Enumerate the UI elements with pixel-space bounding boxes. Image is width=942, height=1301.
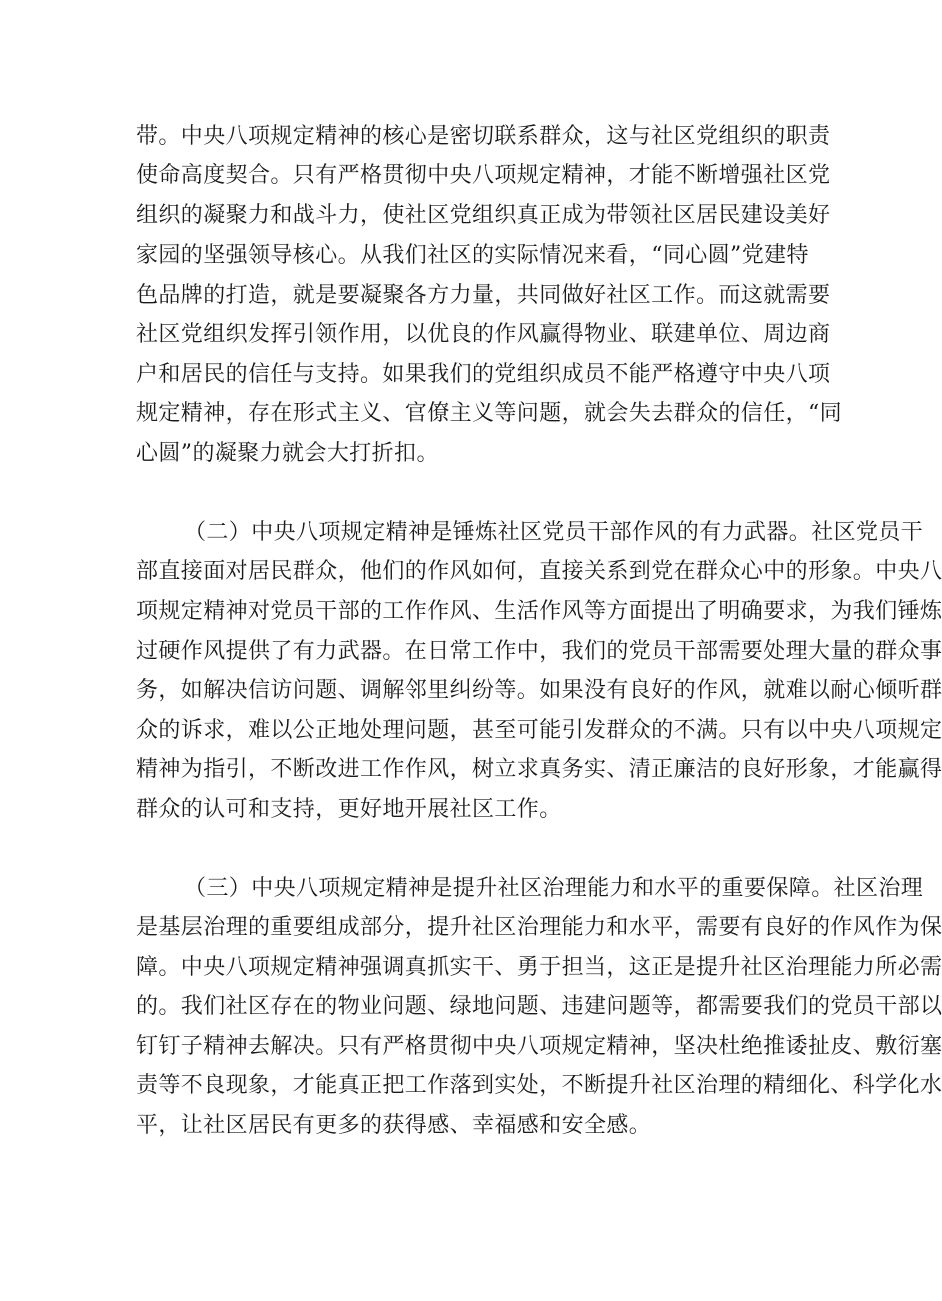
paragraph-1-line-4: 家园的坚强领导核心。从我们社区的实际情况来看，“同心圆”党建特 xyxy=(136,243,809,268)
paragraph-3-line-4: 的。我们社区存在的物业问题、绿地问题、违建问题等，都需要我们的党员干部以 xyxy=(136,994,942,1019)
paragraph-3-line-7: 平，让社区居民有更多的获得感、幸福感和安全感。 xyxy=(136,1113,652,1138)
paragraph-2-line-1: （二）中央八项规定精神是锤炼社区党员干部作风的有力武器。社区党员干 xyxy=(184,520,924,545)
paragraph-1-line-9: 心圆”的凝聚力就会大打折扣。 xyxy=(136,441,439,466)
paragraph-2-line-3: 项规定精神对党员干部的工作作风、生活作风等方面提出了明确要求，为我们锤炼 xyxy=(136,599,942,624)
paragraph-1-line-7: 户和居民的信任与支持。如果我们的党组织成员不能严格遵守中央八项 xyxy=(136,362,831,387)
paragraph-2-line-8: 群众的认可和支持，更好地开展社区工作。 xyxy=(136,797,562,822)
paragraph-3-line-2: 是基层治理的重要组成部分，提升社区治理能力和水平，需要有良好的作风作为保 xyxy=(136,915,942,940)
paragraph-1-line-8: 规定精神，存在形式主义、官僚主义等问题，就会失去群众的信任，“同 xyxy=(136,401,843,426)
paragraph-1-line-2: 使命高度契合。只有严格贯彻中央八项规定精神，才能不断增强社区党 xyxy=(136,163,831,188)
paragraph-1-line-3: 组织的凝聚力和战斗力，使社区党组织真正成为带领社区居民建设美好 xyxy=(136,203,831,228)
paragraph-3-line-3: 障。中央八项规定精神强调真抓实干、勇于担当，这正是提升社区治理能力所必需 xyxy=(136,955,942,980)
paragraph-2-line-2: 部直接面对居民群众，他们的作风如何，直接关系到党在群众心中的形象。中央八 xyxy=(136,559,942,584)
paragraph-3-line-6: 责等不良现象，才能真正把工作落到实处，不断提升社区治理的精细化、科学化水 xyxy=(136,1073,942,1098)
paragraph-2-line-6: 众的诉求，难以公正地处理问题，甚至可能引发群众的不满。只有以中央八项规定 xyxy=(136,718,942,743)
paragraph-2-line-4: 过硬作风提供了有力武器。在日常工作中，我们的党员干部需要处理大量的群众事 xyxy=(136,639,942,664)
paragraph-1-line-6: 社区党组织发挥引领作用，以优良的作风赢得物业、联建单位、周边商 xyxy=(136,322,831,347)
paragraph-2-line-7: 精神为指引，不断改进工作作风，树立求真务实、清正廉洁的良好形象，才能赢得 xyxy=(136,757,942,782)
paragraph-1-line-5: 色品牌的打造，就是要凝聚各方力量，共同做好社区工作。而这就需要 xyxy=(136,283,831,308)
paragraph-2-line-5: 务，如解决信访问题、调解邻里纠纷等。如果没有良好的作风，就难以耐心倾听群 xyxy=(136,678,942,703)
paragraph-3-line-1: （三）中央八项规定精神是提升社区治理能力和水平的重要保障。社区治理 xyxy=(184,876,924,901)
paragraph-1-line-1: 带。中央八项规定精神的核心是密切联系群众，这与社区党组织的职责 xyxy=(136,124,831,149)
paragraph-3-line-5: 钉钉子精神去解决。只有严格贯彻中央八项规定精神，坚决杜绝推诿扯皮、敷衍塞 xyxy=(136,1034,942,1059)
